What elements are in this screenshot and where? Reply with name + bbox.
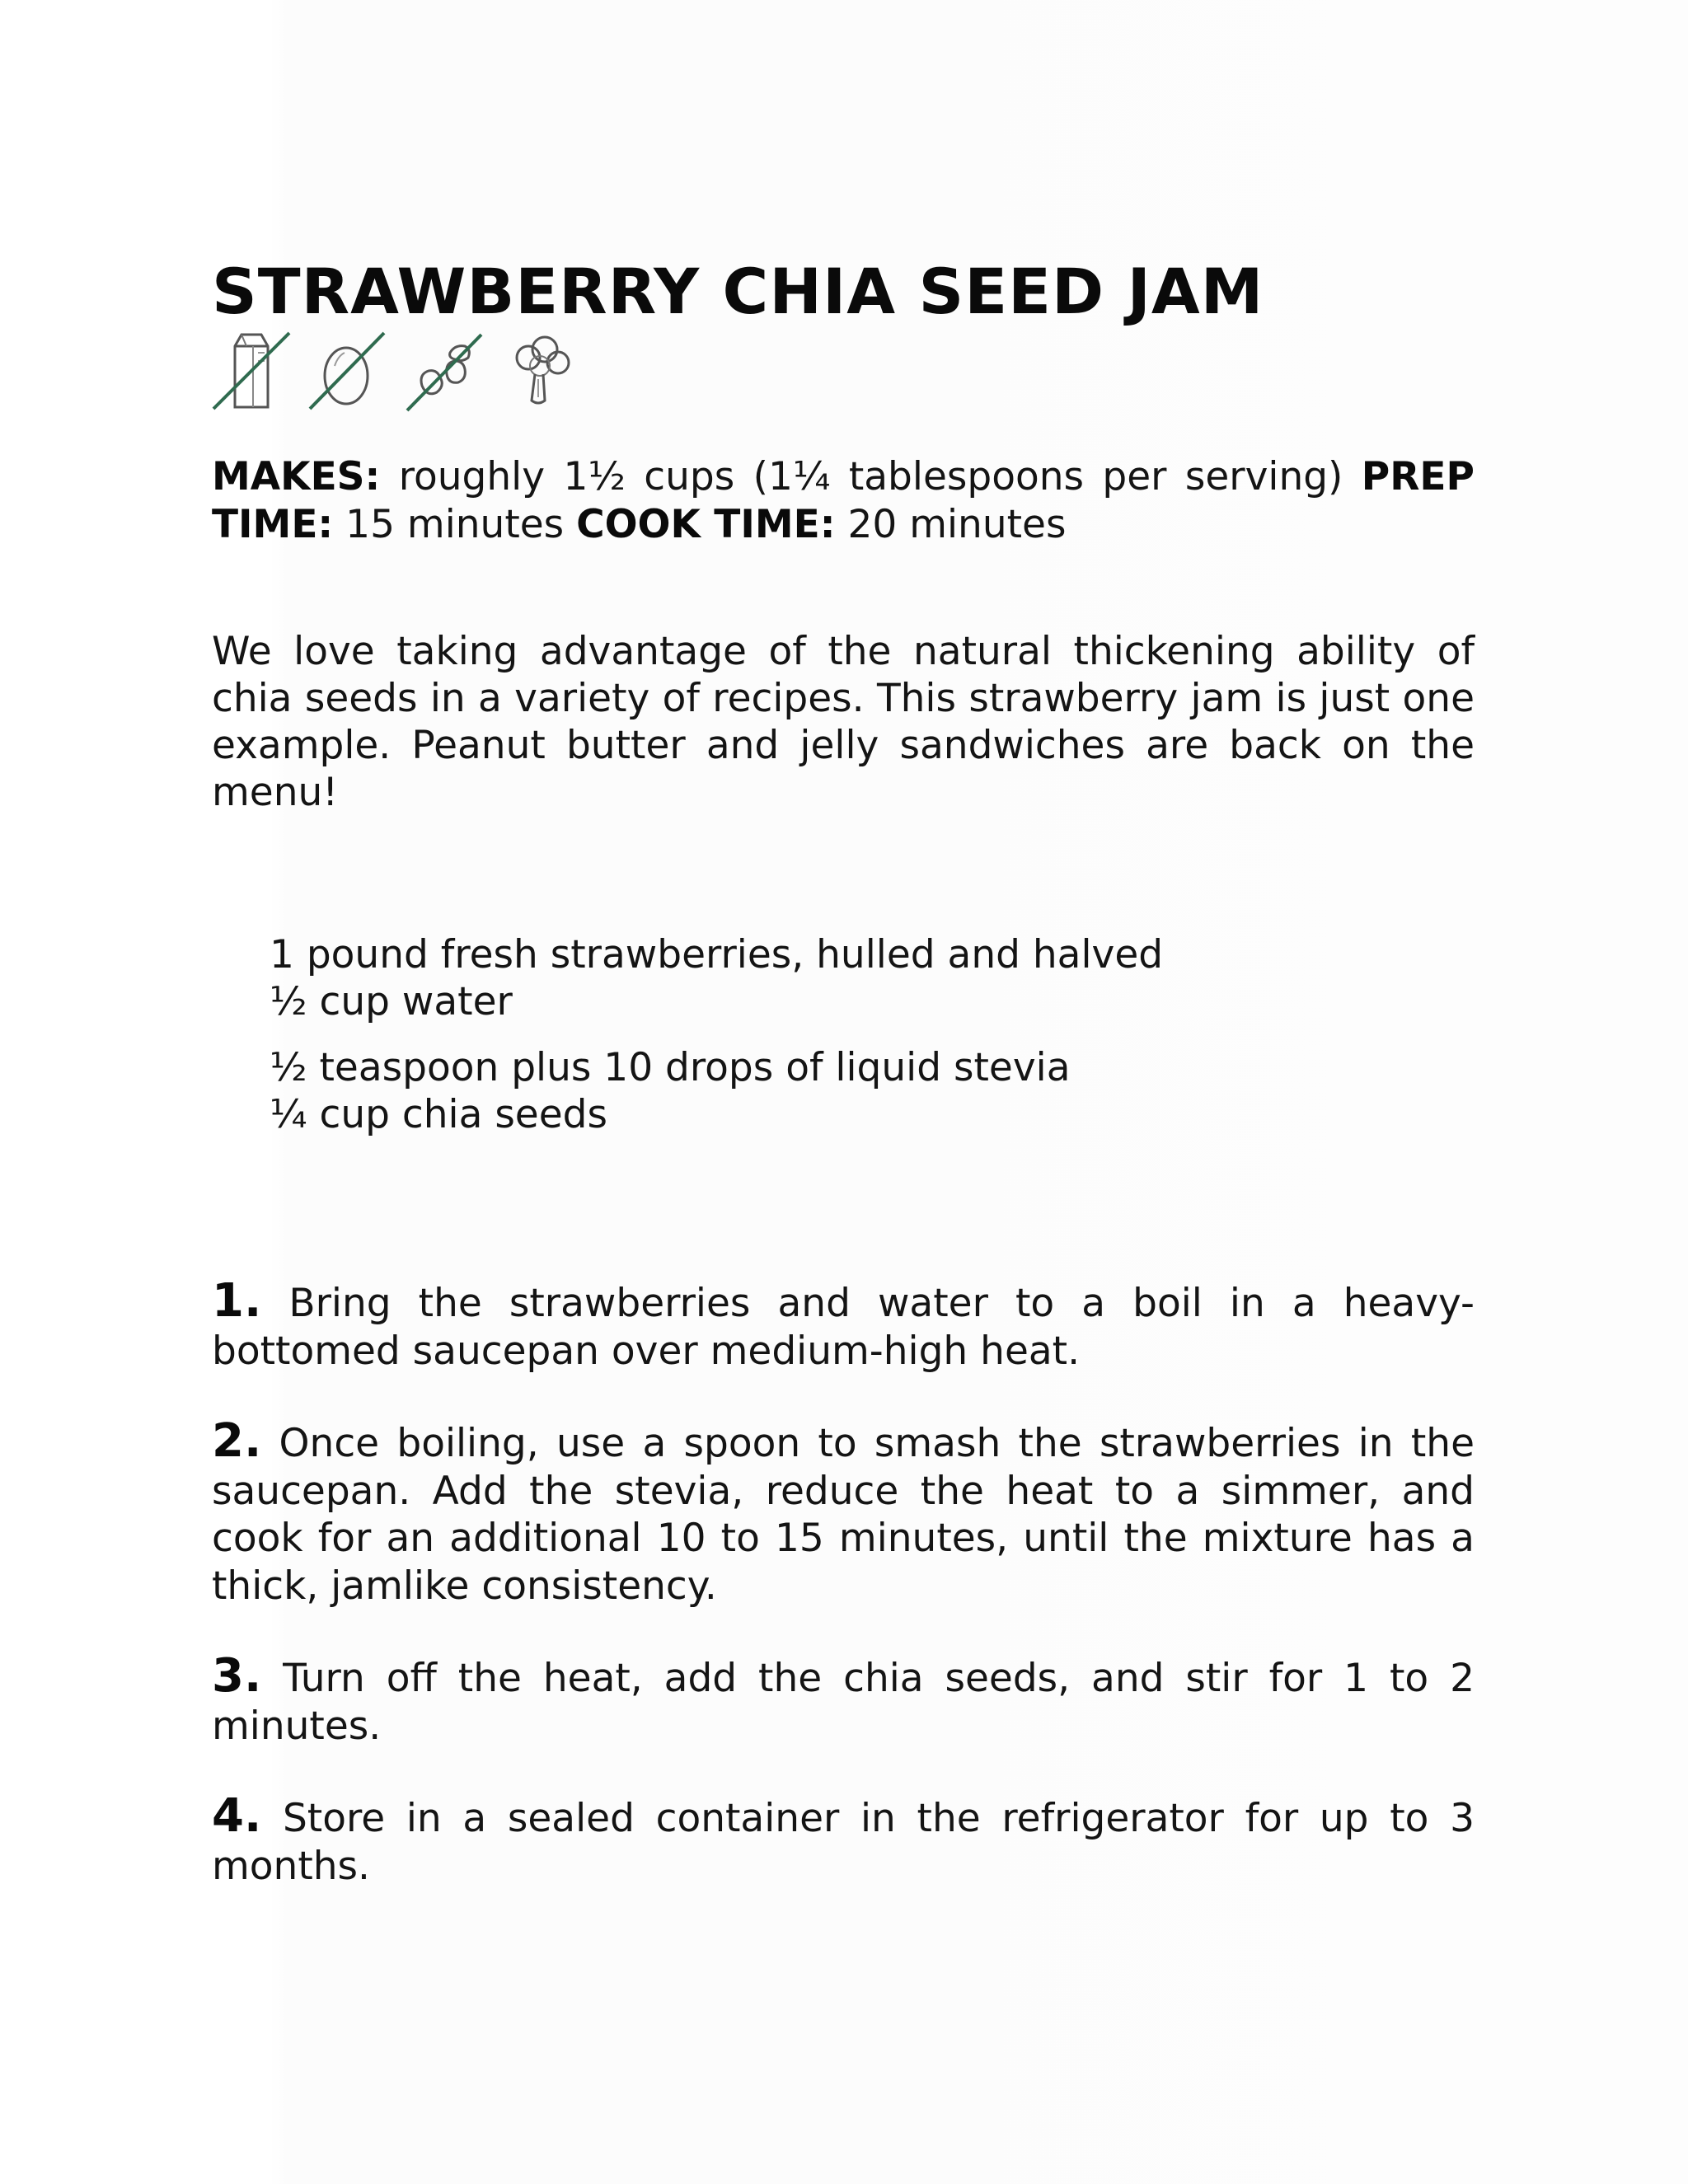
no-nuts-icon — [404, 328, 486, 414]
ingredient-item: ½ teaspoon plus 10 drops of liquid stevia — [270, 1045, 1071, 1090]
no-dairy-icon — [210, 328, 293, 414]
recipe-intro: We love taking advantage of the natural thickening ability of chia seeds in a variety of recipes. This strawberry jam is just one example. Peanut butter and jelly sandwiches are back on the menu! — [212, 629, 1475, 815]
step-text: Once boiling, use a spoon to smash the strawberries in the saucepan. Add the stevia, reduce the heat to a simmer, and cook for an additional 10 to 15 minutes, until the mixture has a thick, jamlike consistency. — [212, 1421, 1475, 1609]
recipe-meta — [212, 453, 1475, 549]
instruction-step — [212, 1649, 1475, 1750]
step-number: 4. — [212, 1789, 262, 1843]
step-number: 3. — [212, 1649, 262, 1703]
step-text: Store in a sealed container in the refrigerator for up to 3 months. — [212, 1796, 1475, 1889]
vegetable-icon — [499, 328, 581, 414]
prep-time-label: PREP TIME: — [212, 454, 1475, 547]
cook-time-value: 20 minutes — [835, 502, 1067, 547]
step-number: 2. — [212, 1414, 262, 1468]
instructions-list — [212, 1274, 1475, 1933]
step-text: Bring the strawberries and water to a boil in a heavy-bottomed saucepan over medium-high heat. — [212, 1281, 1475, 1374]
ingredient-item: ¼ cup chia seeds — [270, 1092, 607, 1137]
recipe-title: STRAWBERRY CHIA SEED JAM — [212, 255, 1264, 328]
instruction-step — [212, 1789, 1475, 1890]
prep-time-value: 15 minutes — [333, 502, 577, 547]
cook-time-label: COOK TIME: — [576, 502, 836, 547]
ingredient-item: 1 pound fresh strawberries, hulled and halved — [270, 932, 1164, 977]
step-text: Turn off the heat, add the chia seeds, and stir for 1 to 2 minutes. — [212, 1656, 1475, 1749]
no-egg-icon — [305, 328, 387, 414]
ingredients-list — [270, 931, 1163, 1138]
instruction-step — [212, 1274, 1475, 1375]
diet-icons — [210, 328, 581, 414]
ingredient-item: ½ cup water — [270, 979, 513, 1024]
instruction-step — [212, 1414, 1475, 1610]
makes-label: MAKES: — [212, 454, 381, 499]
makes-value: roughly 1½ cups (1¼ tablespoons per serving) — [380, 454, 1362, 499]
step-number: 1. — [212, 1274, 262, 1328]
